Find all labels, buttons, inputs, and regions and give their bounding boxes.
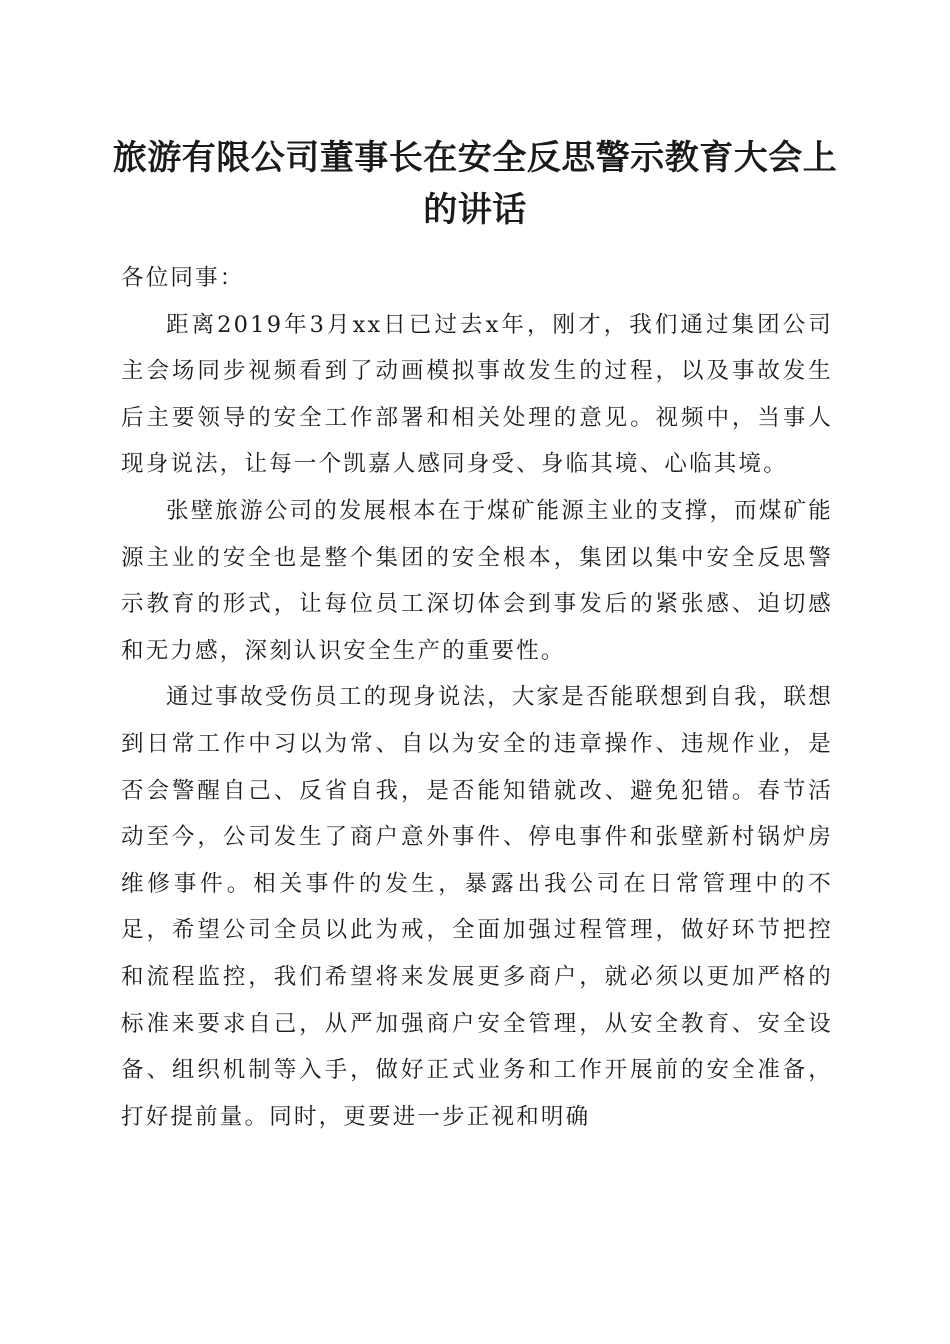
paragraph-2: 张壁旅游公司的发展根本在于煤矿能源主业的支撑，而煤矿能源主业的安全也是整个集团的安全根本，集团以集中安全反思警示教育的形式，让每位员工深切体会到事发后的紧张感、迫切感和无力感，深刻认识安全生产的重要性。	[121, 497, 833, 664]
paragraph-1: 距离2019年3月xx日已过去x年，刚才，我们通过集团公司主会场同步视频看到了动画模拟事故发生的过程，以及事故发生后主要领导的安全工作部署和相关处理的意见。视频中，当事人现身说法，让每一个凯嘉人感同身受、身临其境、心临其境。	[121, 311, 833, 478]
salutation: 各位同事：	[121, 265, 245, 291]
document-body	[121, 255, 833, 1140]
document-title: 旅游有限公司董事长在安全反思警示教育大会上的讲话	[112, 138, 838, 230]
paragraph-3: 通过事故受伤员工的现身说法，大家是否能联想到自我，联想到日常工作中习以为常、自以为安全的违章操作、违规作业，是否会警醒自己、反省自我，是否能知错就改、避免犯错。春节活动至今，公司发生了商户意外事件、停电事件和张壁新村锅炉房维修事件。相关事件的发生，暴露出我公司在日常管理中的不足，希望公司全员以此为戒，全面加强过程管理，做好环节把控和流程监控，我们希望将来发展更多商户，就必须以更加严格的标准来要求自己，从严加强商户安全管理，从安全教育、安全设备、组织机制等入手，做好正式业务和工作开展前的安全准备，打好提前量。同时，更要进一步正视和明确	[121, 684, 833, 1130]
